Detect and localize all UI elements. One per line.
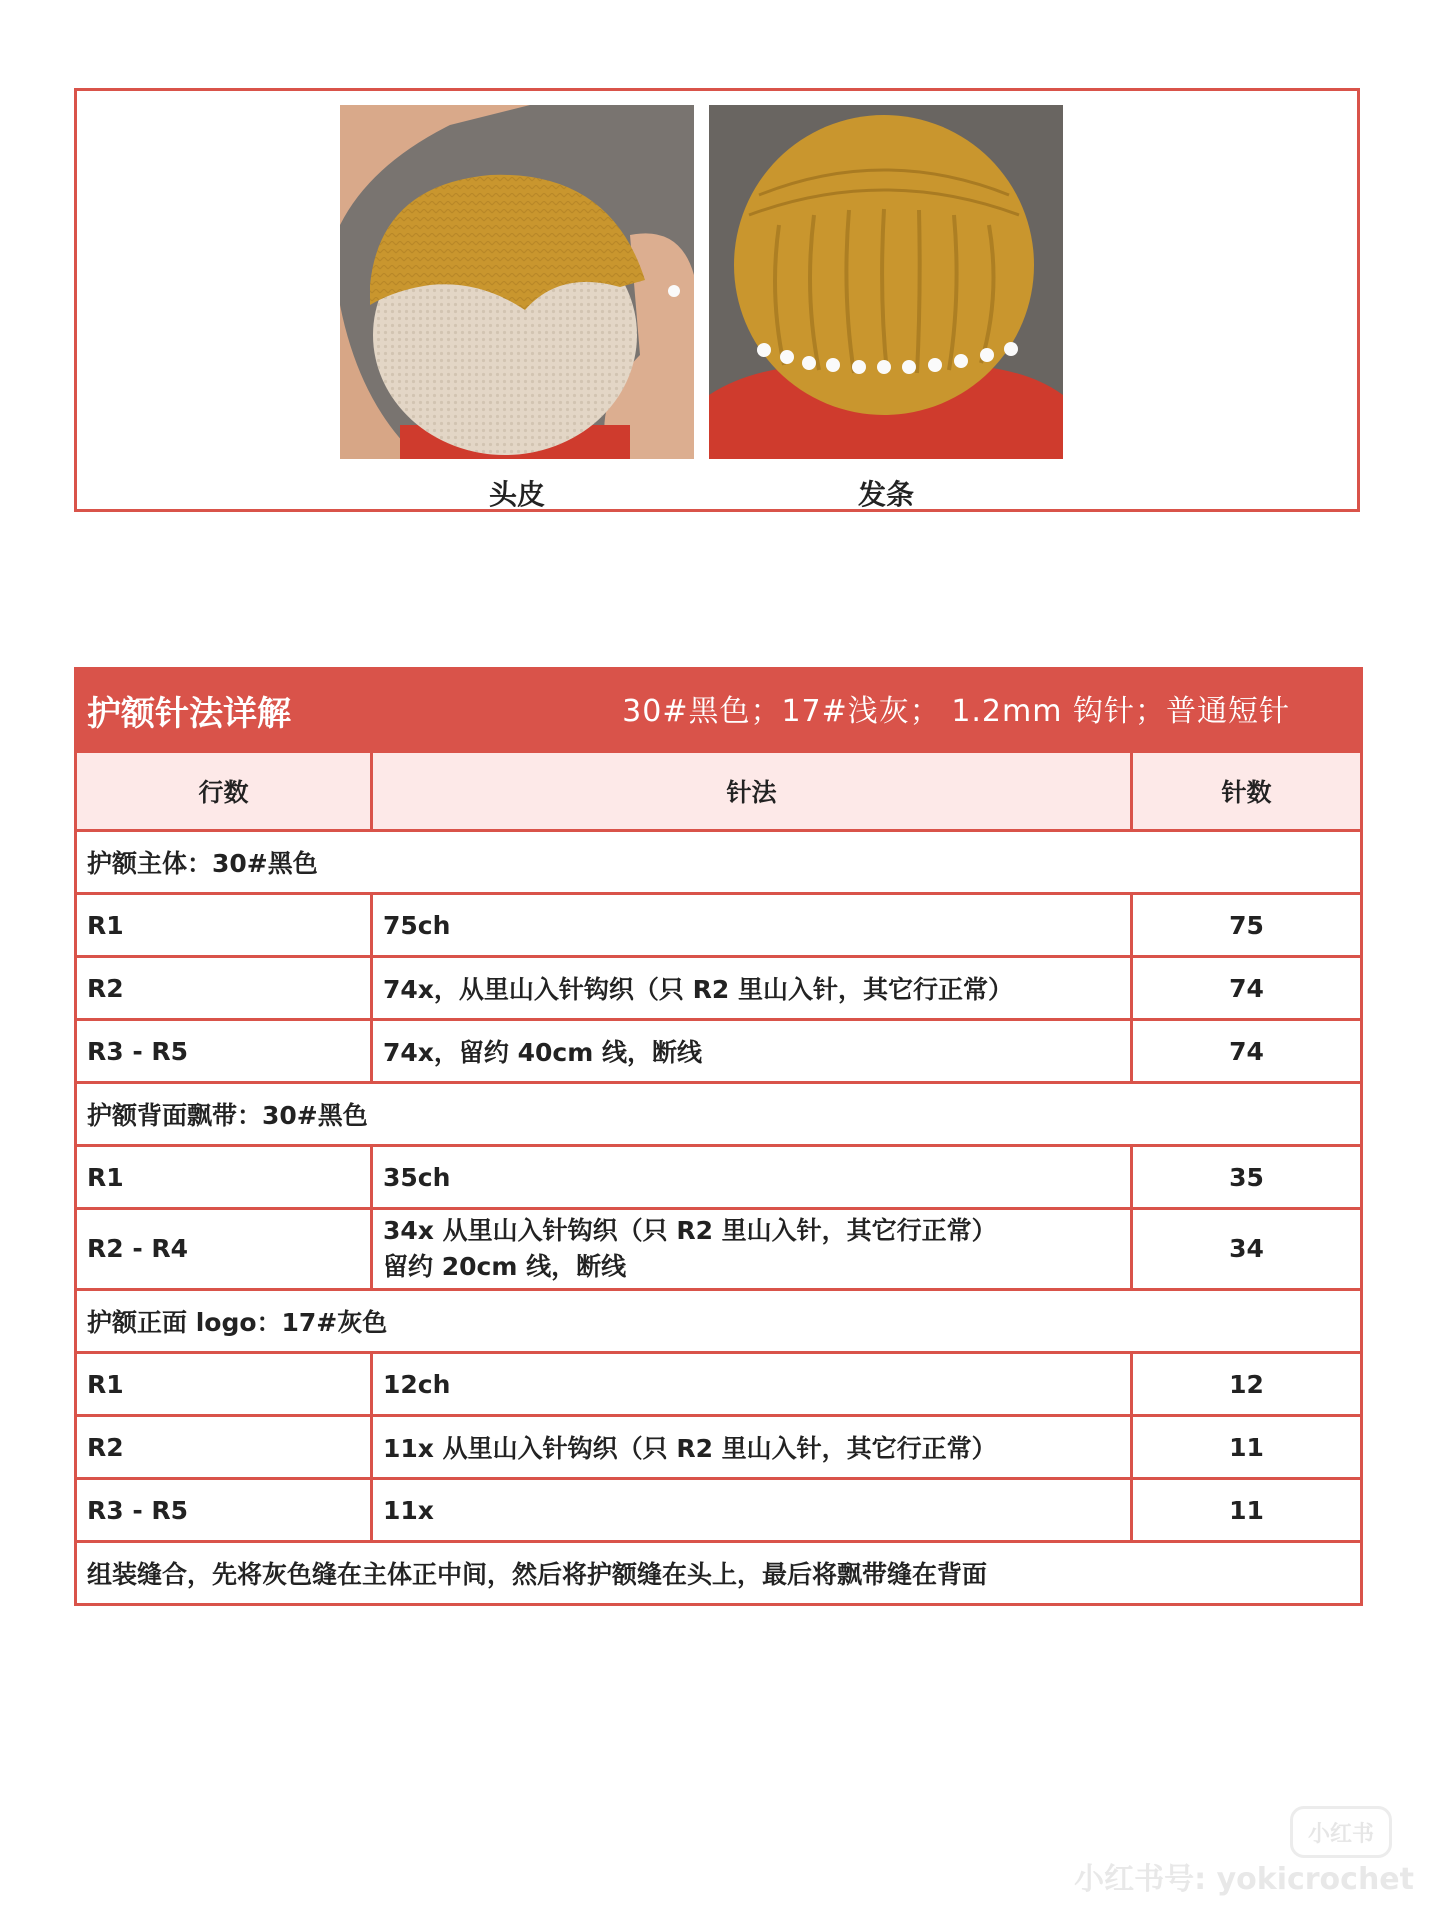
row-number: R1 xyxy=(76,894,372,957)
table-title-row xyxy=(76,669,1362,752)
row-method xyxy=(372,1209,1132,1290)
row-count: 74 xyxy=(1132,1020,1362,1083)
assembly-note-row xyxy=(76,1542,1362,1605)
section-label: 护额主体：30#黑色 xyxy=(76,831,1362,894)
assembly-note: 组装缝合，先将灰色缝在主体正中间，然后将护额缝在头上，最后将飘带缝在背面 xyxy=(76,1542,1362,1605)
row-count: 34 xyxy=(1132,1209,1362,1290)
table-spec: 30#黑色；17#浅灰； 1.2mm 钩针；普通短针 xyxy=(622,693,1291,729)
row-method: 75ch xyxy=(372,894,1132,957)
row-number: R3 - R5 xyxy=(76,1479,372,1542)
row-count: 11 xyxy=(1132,1416,1362,1479)
row-method: 74x，留约 40cm 线，断线 xyxy=(372,1020,1132,1083)
row-count: 12 xyxy=(1132,1353,1362,1416)
row-method: 74x，从里山入针钩织（只 R2 里山入针，其它行正常） xyxy=(372,957,1132,1020)
row-number: R1 xyxy=(76,1353,372,1416)
row-count: 75 xyxy=(1132,894,1362,957)
row-method: 35ch xyxy=(372,1146,1132,1209)
column-header-rows: 行数 xyxy=(76,752,372,831)
table-row xyxy=(76,1020,1362,1083)
photo-panel xyxy=(74,88,1360,512)
table-row xyxy=(76,1479,1362,1542)
section-label: 护额正面 logo：17#灰色 xyxy=(76,1290,1362,1353)
row-method: 12ch xyxy=(372,1353,1132,1416)
section-row xyxy=(76,1083,1362,1146)
row-method: 11x xyxy=(372,1479,1132,1542)
section-row xyxy=(76,1290,1362,1353)
watermark-text: 小红书号: yokicrochet xyxy=(1074,1862,1414,1897)
hair-strips-photo xyxy=(709,105,1063,459)
row-number: R2 xyxy=(76,957,372,1020)
row-method-line-1: 34x 从里山入针钩织（只 R2 里山入针，其它行正常） xyxy=(383,1216,997,1245)
pattern-table xyxy=(74,667,1363,1606)
row-number: R2 - R4 xyxy=(76,1209,372,1290)
table-title: 护额针法详解 xyxy=(87,693,291,734)
row-number: R3 - R5 xyxy=(76,1020,372,1083)
table-title-cell xyxy=(76,669,1362,752)
table-row xyxy=(76,1416,1362,1479)
table-row xyxy=(76,957,1362,1020)
scalp-illustration xyxy=(340,105,694,459)
table-row xyxy=(76,1146,1362,1209)
row-method: 11x 从里山入针钩织（只 R2 里山入针，其它行正常） xyxy=(372,1416,1132,1479)
photo-caption-hair: 发条 xyxy=(857,478,914,511)
column-header-row xyxy=(76,752,1362,831)
row-count: 35 xyxy=(1132,1146,1362,1209)
table-row xyxy=(76,894,1362,957)
table-row xyxy=(76,1353,1362,1416)
column-header-count: 针数 xyxy=(1132,752,1362,831)
photo-caption-scalp: 头皮 xyxy=(488,478,545,511)
row-count: 74 xyxy=(1132,957,1362,1020)
hair-strips-illustration xyxy=(709,105,1063,459)
watermark-logo: 小红书 xyxy=(1290,1806,1392,1858)
scalp-photo xyxy=(340,105,694,459)
row-count: 11 xyxy=(1132,1479,1362,1542)
row-number: R2 xyxy=(76,1416,372,1479)
row-number: R1 xyxy=(76,1146,372,1209)
table-row xyxy=(76,1209,1362,1290)
row-method-line-2: 留约 20cm 线，断线 xyxy=(383,1252,627,1281)
section-label: 护额背面飘带：30#黑色 xyxy=(76,1083,1362,1146)
column-header-method: 针法 xyxy=(372,752,1132,831)
section-row xyxy=(76,831,1362,894)
